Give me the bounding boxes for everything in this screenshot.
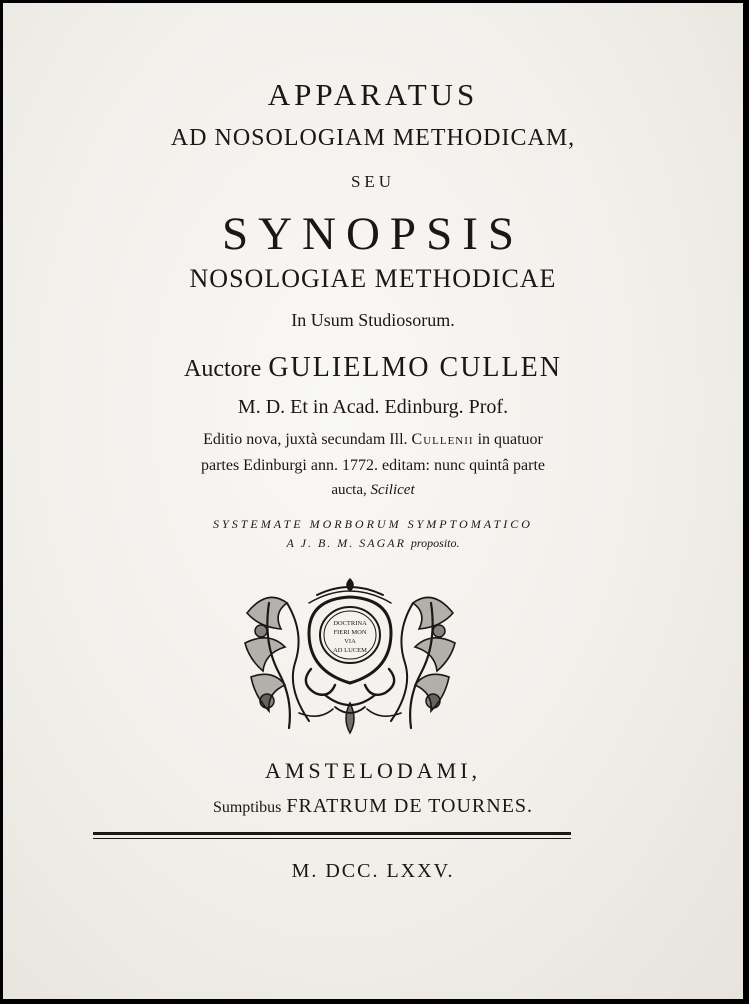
motto-line: FIERI MON: [333, 629, 367, 636]
motto-line: AD LUCEM: [333, 647, 367, 654]
motto-line: VIA: [344, 638, 356, 645]
printers-ornament: [239, 573, 461, 738]
supplement-proposito: proposito.: [410, 536, 460, 550]
conjunction: SEU: [350, 172, 396, 191]
imprint-sumptibus: Sumptibus: [212, 799, 282, 816]
author-credentials: M. D. Et in Acad. Edinburg. Prof.: [237, 396, 509, 418]
main-title: SYNOPSIS: [221, 208, 525, 260]
title-line-2: AD NOSOLOGIAM METHODICAM,: [170, 125, 576, 151]
edition-line-2: partes Edinburgi ann. 1772. editam: nunc quintâ parte: [200, 457, 546, 474]
edition-line-1: [3, 431, 743, 449]
imprint-place: AMSTELODAMI,: [264, 758, 482, 783]
author-name: GULIELMO CULLEN: [268, 352, 562, 383]
purpose-line: In Usum Studiosorum.: [291, 310, 455, 330]
title-line-1: APPARATUS: [267, 77, 479, 112]
edition-line-3: [3, 482, 743, 499]
edition-author-name: Cullenii: [411, 431, 474, 448]
title-page: [3, 3, 743, 999]
supplement-author: A J. B. M. SAGAR: [286, 536, 406, 550]
subtitle: NOSOLOGIAE METHODICAE: [189, 264, 557, 293]
edition-text: Editio nova, juxtà secundam Ill.: [203, 431, 408, 448]
imprint-publisher-line: [3, 795, 743, 818]
edition-text: in quatuor: [477, 431, 543, 448]
publication-year: M. DCC. LXXV.: [291, 860, 455, 882]
edition-scilicet: Scilicet: [370, 482, 415, 498]
supplement-line-1: SYSTEMATE MORBORUM SYMPTOMATICO: [213, 517, 533, 531]
double-rule-thick: [93, 832, 571, 835]
supplement-line-2: [3, 536, 743, 551]
double-rule-thin: [93, 838, 571, 839]
author-line: [3, 352, 743, 384]
edition-text: aucta,: [331, 482, 367, 498]
motto-line: DOCTRINA: [333, 620, 367, 627]
imprint-publisher: FRATRUM DE TOURNES.: [286, 795, 534, 817]
author-prefix: Auctore: [184, 356, 262, 382]
